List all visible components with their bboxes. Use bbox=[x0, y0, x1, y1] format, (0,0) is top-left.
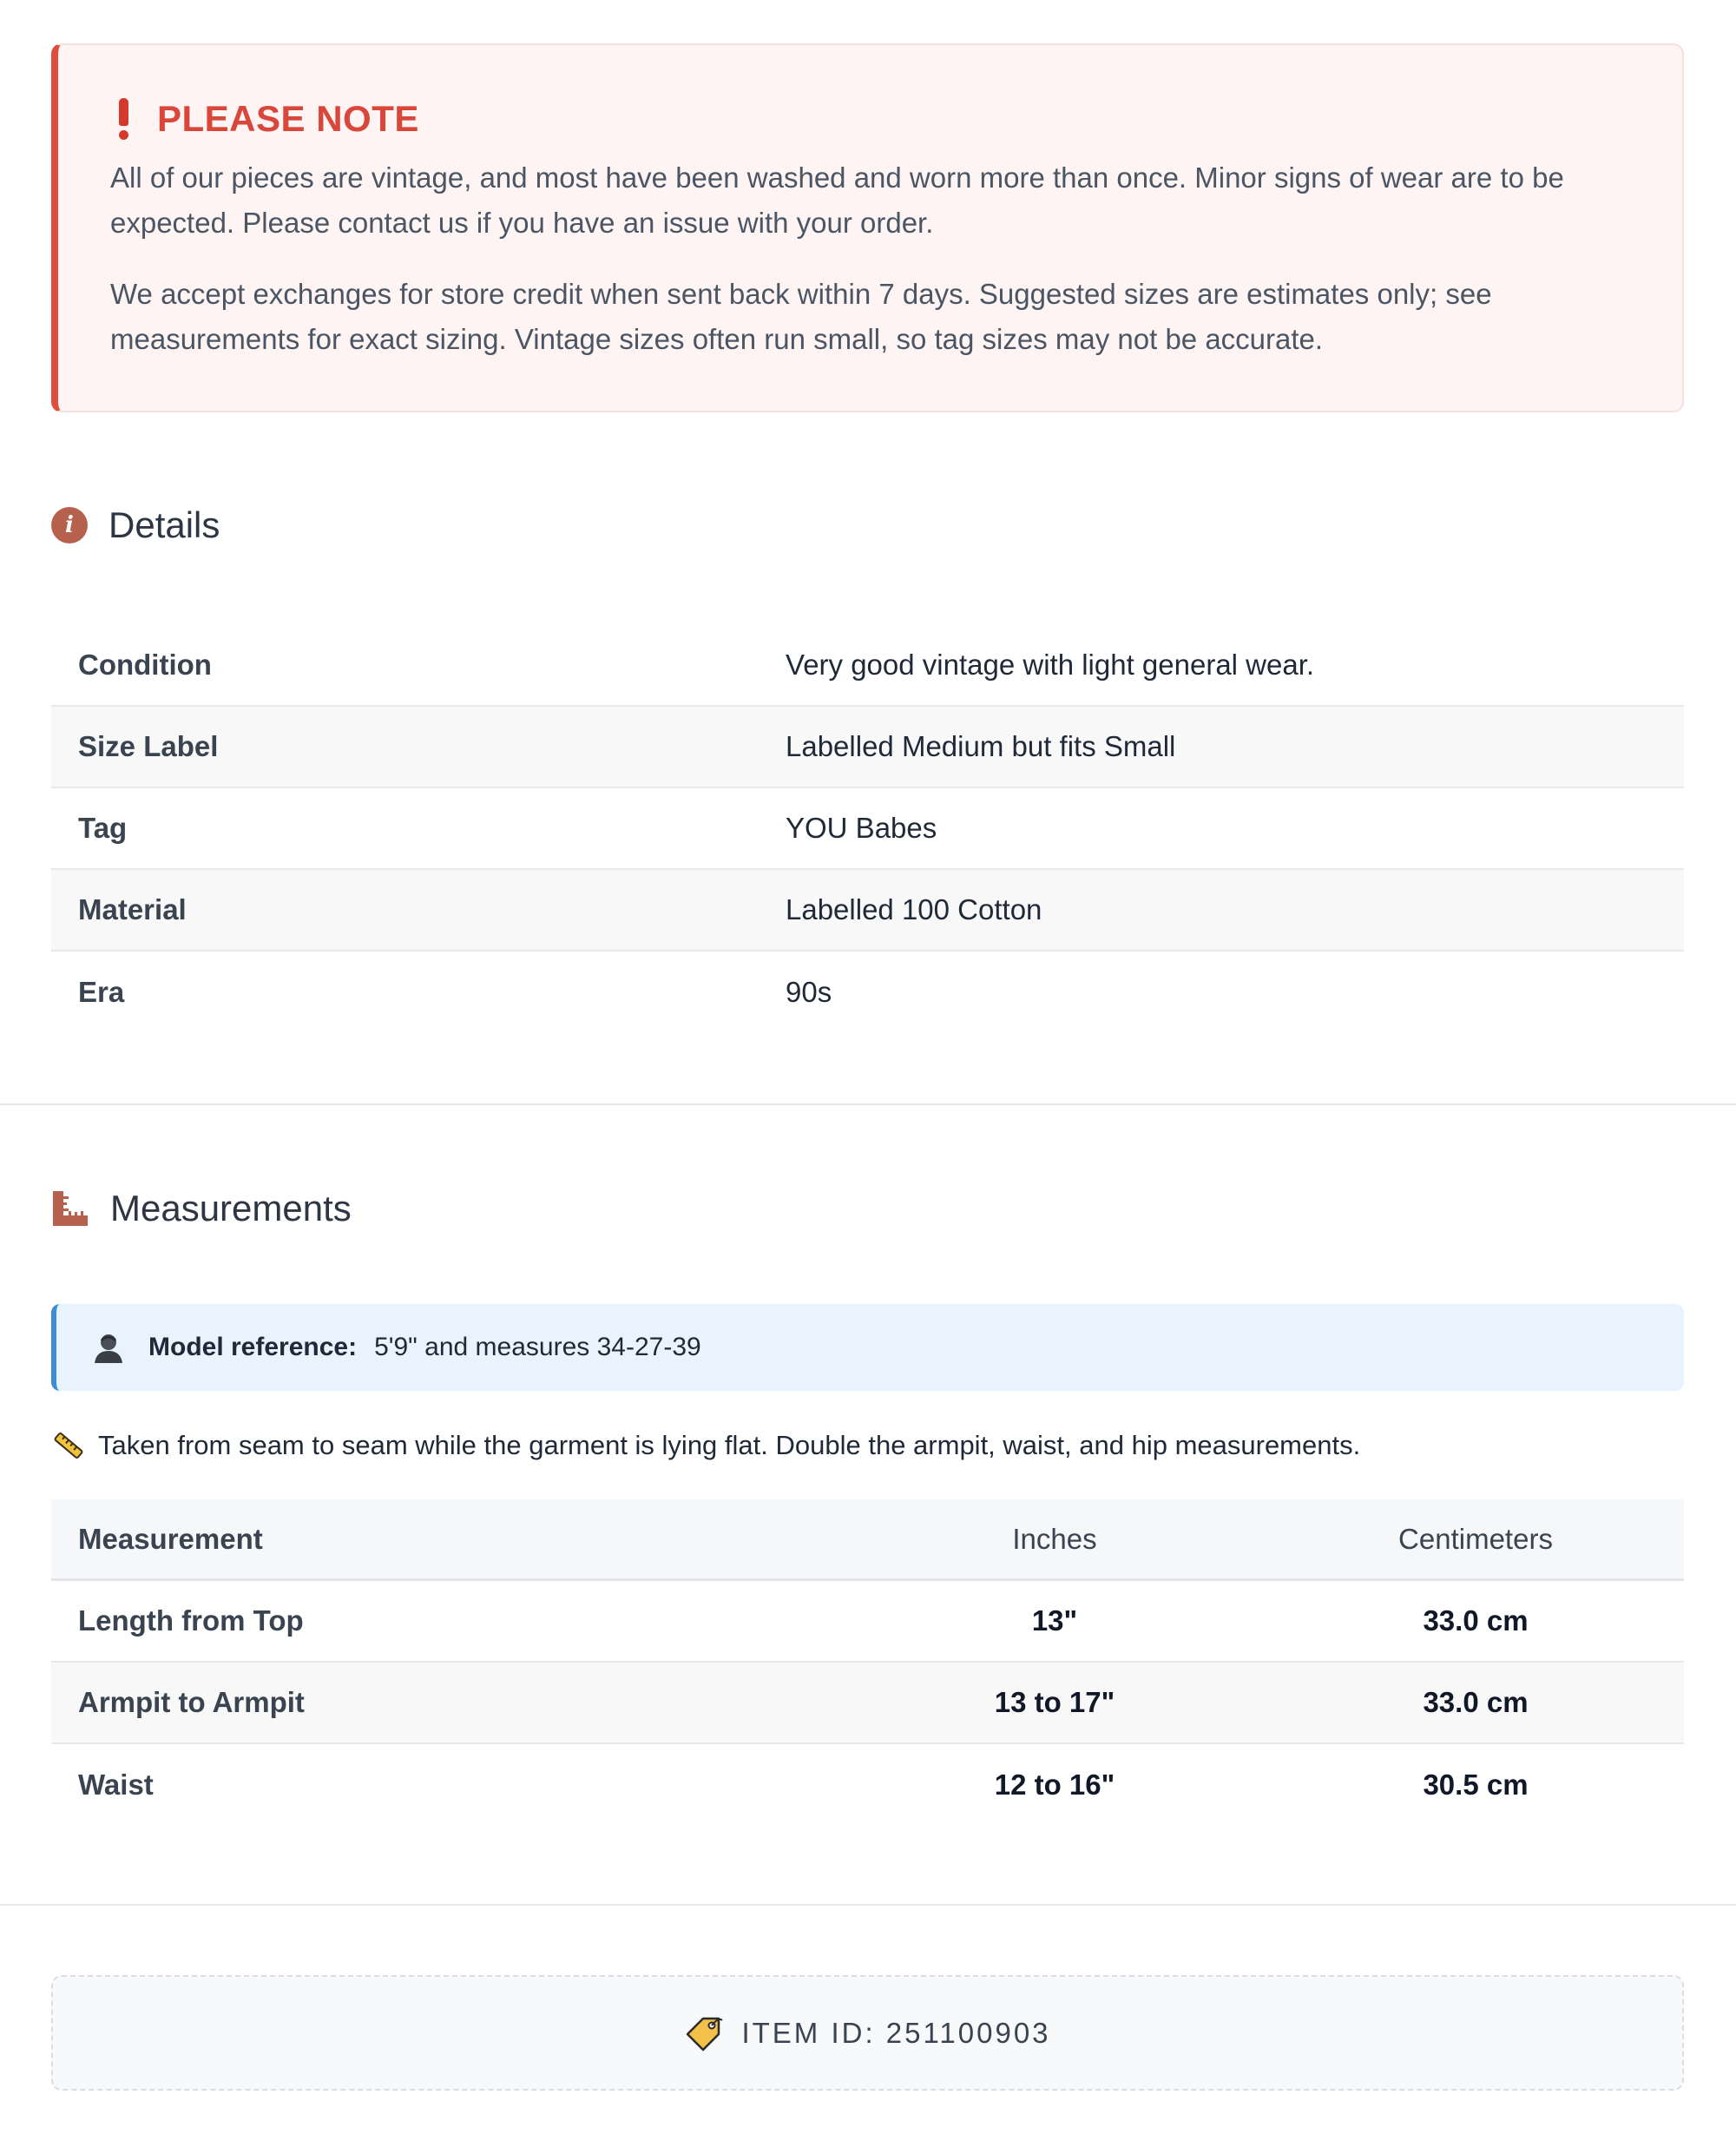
detail-label: Condition bbox=[78, 649, 212, 681]
table-header bbox=[51, 1499, 1684, 1581]
ruler-icon bbox=[51, 1189, 89, 1228]
detail-label: Material bbox=[78, 893, 187, 925]
notice-header bbox=[110, 93, 1682, 145]
model-reference-value: 5'9" and measures 34-27-39 bbox=[374, 1333, 701, 1361]
table-row bbox=[51, 1663, 1684, 1744]
detail-label: Era bbox=[78, 976, 125, 1008]
measurement-cm: 30.5 cm bbox=[1423, 1768, 1529, 1801]
table-row bbox=[51, 1581, 1684, 1663]
model-reference-label: Model reference: bbox=[148, 1333, 358, 1361]
tag-icon bbox=[684, 2013, 724, 2053]
model-reference-box bbox=[51, 1304, 1684, 1391]
item-id-text: ITEM ID: 251100903 bbox=[741, 2016, 1051, 2049]
notice-paragraph-1: All of our pieces are vintage, and most have been washed and worn more than once. Minor signs of wear are to be expected. Please contact us if you have an issue with your order. bbox=[110, 161, 1564, 239]
measurement-cm: 33.0 cm bbox=[1423, 1604, 1529, 1637]
column-header: Centimeters bbox=[1398, 1522, 1553, 1555]
measurement-inches: 13" bbox=[1031, 1604, 1078, 1637]
table-row bbox=[51, 952, 1684, 1033]
detail-label: Size Label bbox=[78, 730, 219, 762]
detail-value: Labelled 100 Cotton bbox=[786, 893, 1042, 925]
detail-value: YOU Babes bbox=[786, 812, 937, 844]
measurement-name: Waist bbox=[78, 1768, 154, 1801]
exclamation-icon bbox=[110, 98, 136, 140]
table-row bbox=[51, 707, 1684, 788]
measurement-inches: 12 to 16" bbox=[994, 1768, 1115, 1801]
detail-label: Tag bbox=[78, 812, 128, 844]
details-heading bbox=[51, 504, 220, 546]
please-note-box bbox=[51, 43, 1684, 412]
measurement-cm: 33.0 cm bbox=[1423, 1686, 1529, 1718]
table-row bbox=[51, 625, 1684, 707]
measurements-title: Measurements bbox=[110, 1188, 352, 1228]
measurements-heading bbox=[51, 1188, 352, 1229]
details-title: Details bbox=[108, 504, 220, 545]
column-header: Measurement bbox=[78, 1522, 263, 1555]
table-row bbox=[51, 870, 1684, 952]
table-row bbox=[51, 1744, 1684, 1826]
notice-title: PLEASE NOTE bbox=[157, 98, 419, 139]
measurement-inches: 13 to 17" bbox=[994, 1686, 1115, 1718]
measurement-name: Armpit to Armpit bbox=[78, 1686, 305, 1718]
notice-paragraph-2: We accept exchanges for store credit when sent back within 7 days. Suggested sizes are estimates only; see measurements for exact sizing. Vintage sizes often run small, so tag sizes may not be accurate. bbox=[110, 278, 1492, 355]
detail-value: Very good vintage with light general wear. bbox=[786, 649, 1315, 681]
column-header: Inches bbox=[1012, 1522, 1097, 1555]
table-row bbox=[51, 788, 1684, 870]
section-divider bbox=[0, 1904, 1736, 1906]
measurement-note bbox=[51, 1428, 1360, 1463]
pencil-ruler-icon bbox=[51, 1428, 86, 1463]
measurement-name: Length from Top bbox=[78, 1604, 304, 1637]
person-icon bbox=[91, 1330, 126, 1365]
info-icon: i bbox=[51, 507, 88, 543]
measurements-table bbox=[51, 1499, 1684, 1826]
section-divider bbox=[0, 1103, 1736, 1105]
details-table bbox=[51, 625, 1684, 1033]
measurement-note-text: Taken from seam to seam while the garment is lying flat. Double the armpit, waist, and hip measurements. bbox=[98, 1430, 1361, 1460]
item-id-box bbox=[51, 1975, 1684, 2091]
detail-value: Labelled Medium but fits Small bbox=[786, 730, 1176, 762]
detail-value: 90s bbox=[786, 976, 832, 1008]
